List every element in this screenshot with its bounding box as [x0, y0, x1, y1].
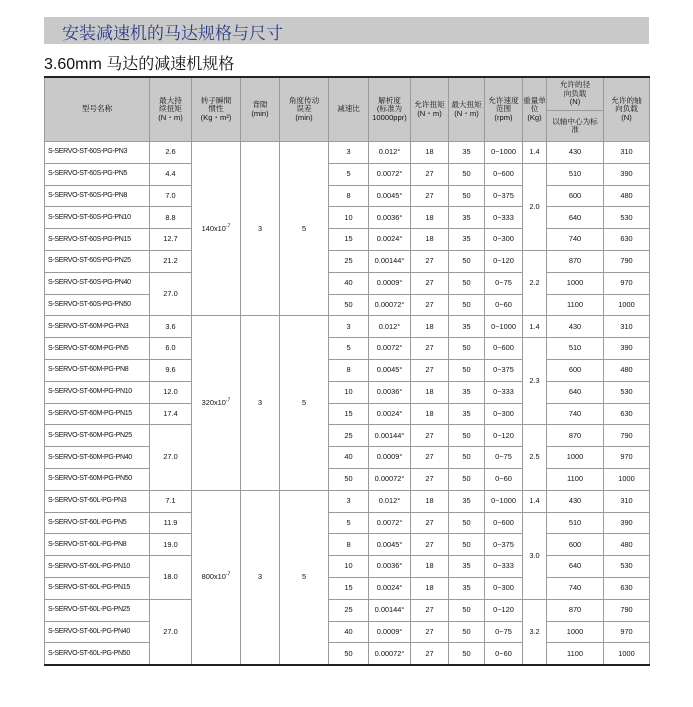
- allowed-torque-cell: 27: [411, 447, 449, 469]
- model-cell: S-SERVO-ST-60M-PG-PN3: [45, 316, 150, 338]
- model-cell: S-SERVO-ST-60L-PG-PN5: [45, 512, 150, 534]
- radial-load-cell: 640: [547, 381, 604, 403]
- ratio-cell: 3: [329, 316, 369, 338]
- header-speed-range: 允许速度 范围 (rpm): [485, 77, 523, 142]
- ratio-cell: 5: [329, 163, 369, 185]
- inertia-value: 800x10: [201, 572, 226, 582]
- allowed-torque-cell: 18: [411, 316, 449, 338]
- ratio-cell: 25: [329, 250, 369, 272]
- max-torque-cell: 27.0: [150, 599, 192, 665]
- inertia-cell: [192, 142, 241, 316]
- allowed-torque-cell: 27: [411, 163, 449, 185]
- ratio-cell: 40: [329, 621, 369, 643]
- resolution-cell: 0.0045°: [369, 185, 411, 207]
- peak-torque-cell: 50: [449, 338, 485, 360]
- table-row: [45, 272, 650, 294]
- axial-load-cell: 790: [604, 425, 650, 447]
- peak-torque-cell: 50: [449, 294, 485, 316]
- model-cell: S-SERVO-ST-60L-PG-PN10: [45, 556, 150, 578]
- allowed-torque-cell: 27: [411, 294, 449, 316]
- ratio-cell: 15: [329, 577, 369, 599]
- ratio-cell: 10: [329, 207, 369, 229]
- model-cell: S-SERVO-ST-60L-PG-PN3: [45, 490, 150, 512]
- peak-torque-cell: 50: [449, 185, 485, 207]
- table-row: [45, 163, 650, 185]
- resolution-cell: 0.0036°: [369, 556, 411, 578]
- allowed-torque-cell: 27: [411, 338, 449, 360]
- peak-torque-cell: 50: [449, 359, 485, 381]
- max-torque-cell: 6.0: [150, 338, 192, 360]
- resolution-cell: 0.0045°: [369, 534, 411, 556]
- resolution-cell: 0.0036°: [369, 207, 411, 229]
- model-cell: S-SERVO-ST-60M-PG-PN15: [45, 403, 150, 425]
- radial-load-cell: 510: [547, 163, 604, 185]
- resolution-cell: 0.00072°: [369, 643, 411, 665]
- model-cell: S-SERVO-ST-60M-PG-PN5: [45, 338, 150, 360]
- axial-load-cell: 530: [604, 207, 650, 229]
- allowed-torque-cell: 18: [411, 207, 449, 229]
- table-row: [45, 185, 650, 207]
- table-row: [45, 142, 650, 164]
- speed-range-cell: 0~75: [485, 447, 523, 469]
- peak-torque-cell: 50: [449, 534, 485, 556]
- header-model: 型号名称: [45, 77, 150, 142]
- speed-range-cell: 0~120: [485, 425, 523, 447]
- peak-torque-cell: 50: [449, 425, 485, 447]
- radial-load-cell: 640: [547, 207, 604, 229]
- speed-range-cell: 0~333: [485, 381, 523, 403]
- allowed-torque-cell: 18: [411, 142, 449, 164]
- header-allowed-torque: 允许扭矩 (N・m): [411, 77, 449, 142]
- speed-range-cell: 0~375: [485, 185, 523, 207]
- model-cell: S-SERVO-ST-60L-PG-PN50: [45, 643, 150, 665]
- speed-range-cell: 0~60: [485, 643, 523, 665]
- model-cell: S-SERVO-ST-60S-PG-PN15: [45, 229, 150, 251]
- allowed-torque-cell: 18: [411, 381, 449, 403]
- ratio-cell: 8: [329, 359, 369, 381]
- ratio-cell: 50: [329, 643, 369, 665]
- allowed-torque-cell: 27: [411, 272, 449, 294]
- model-cell: S-SERVO-ST-60S-PG-PN3: [45, 142, 150, 164]
- peak-torque-cell: 35: [449, 403, 485, 425]
- inertia-cell: [192, 490, 241, 665]
- speed-range-cell: 0~75: [485, 621, 523, 643]
- max-torque-cell: 9.6: [150, 359, 192, 381]
- axial-load-cell: 390: [604, 512, 650, 534]
- model-cell: S-SERVO-ST-60M-PG-PN8: [45, 359, 150, 381]
- table-row: [45, 207, 650, 229]
- ratio-cell: 50: [329, 468, 369, 490]
- speed-range-cell: 0~375: [485, 359, 523, 381]
- allowed-torque-cell: 27: [411, 599, 449, 621]
- model-cell: S-SERVO-ST-60S-PG-PN8: [45, 185, 150, 207]
- model-cell: S-SERVO-ST-60S-PG-PN10: [45, 207, 150, 229]
- angle-error-cell: 5: [280, 316, 329, 490]
- axial-load-cell: 310: [604, 142, 650, 164]
- resolution-cell: 0.0009°: [369, 621, 411, 643]
- table-header: [45, 77, 650, 142]
- model-cell: S-SERVO-ST-60L-PG-PN25: [45, 599, 150, 621]
- radial-load-cell: 510: [547, 512, 604, 534]
- axial-load-cell: 970: [604, 621, 650, 643]
- table-row: [45, 599, 650, 621]
- model-cell: S-SERVO-ST-60S-PG-PN40: [45, 272, 150, 294]
- ratio-cell: 8: [329, 185, 369, 207]
- max-torque-cell: 17.4: [150, 403, 192, 425]
- peak-torque-cell: 50: [449, 163, 485, 185]
- model-cell: S-SERVO-ST-60S-PG-PN5: [45, 163, 150, 185]
- allowed-torque-cell: 27: [411, 512, 449, 534]
- resolution-cell: 0.00144°: [369, 250, 411, 272]
- max-torque-cell: 2.6: [150, 142, 192, 164]
- resolution-cell: 0.00072°: [369, 468, 411, 490]
- radial-load-cell: 430: [547, 142, 604, 164]
- weight-cell: 3.2: [523, 599, 547, 665]
- ratio-cell: 40: [329, 272, 369, 294]
- ratio-cell: 15: [329, 229, 369, 251]
- speed-range-cell: 0~120: [485, 599, 523, 621]
- axial-load-cell: 310: [604, 490, 650, 512]
- header-peak-torque: 最大扭矩 (N・m): [449, 77, 485, 142]
- table-row: [45, 643, 650, 665]
- header-resolution: 解析度 (标准为 10000ppr): [369, 77, 411, 142]
- radial-load-cell: 600: [547, 185, 604, 207]
- peak-torque-cell: 50: [449, 512, 485, 534]
- weight-cell: 1.4: [523, 142, 547, 164]
- inertia-value: 140x10: [201, 223, 226, 233]
- weight-cell: 1.4: [523, 490, 547, 512]
- axial-load-cell: 790: [604, 250, 650, 272]
- radial-load-cell: 600: [547, 534, 604, 556]
- ratio-cell: 3: [329, 490, 369, 512]
- radial-load-cell: 430: [547, 490, 604, 512]
- allowed-torque-cell: 27: [411, 621, 449, 643]
- table-row: [45, 556, 650, 578]
- resolution-cell: 0.0024°: [369, 229, 411, 251]
- table-row: [45, 229, 650, 251]
- allowed-torque-cell: 18: [411, 490, 449, 512]
- speed-range-cell: 0~120: [485, 250, 523, 272]
- model-cell: S-SERVO-ST-60L-PG-PN15: [45, 577, 150, 599]
- radial-load-cell: 870: [547, 599, 604, 621]
- table-row: [45, 447, 650, 469]
- table-row: [45, 577, 650, 599]
- max-torque-cell: 12.0: [150, 381, 192, 403]
- radial-load-cell: 430: [547, 316, 604, 338]
- speed-range-cell: 0~600: [485, 338, 523, 360]
- max-torque-cell: 12.7: [150, 229, 192, 251]
- header-axial-load: 允许的轴 向负载 (N): [604, 77, 650, 142]
- speed-range-cell: 0~300: [485, 403, 523, 425]
- peak-torque-cell: 50: [449, 447, 485, 469]
- peak-torque-cell: 35: [449, 381, 485, 403]
- max-torque-cell: 8.8: [150, 207, 192, 229]
- weight-cell: 2.0: [523, 163, 547, 250]
- max-torque-cell: 4.4: [150, 163, 192, 185]
- radial-load-cell: 1100: [547, 294, 604, 316]
- inertia-value: 320x10: [201, 397, 226, 407]
- radial-load-cell: 1100: [547, 643, 604, 665]
- inertia-exponent: -7: [225, 397, 231, 404]
- resolution-cell: 0.0024°: [369, 577, 411, 599]
- weight-cell: 2.3: [523, 338, 547, 425]
- ratio-cell: 5: [329, 512, 369, 534]
- peak-torque-cell: 35: [449, 556, 485, 578]
- weight-cell: 1.4: [523, 316, 547, 338]
- peak-torque-cell: 50: [449, 621, 485, 643]
- axial-load-cell: 310: [604, 316, 650, 338]
- peak-torque-cell: 50: [449, 272, 485, 294]
- speed-range-cell: 0~375: [485, 534, 523, 556]
- allowed-torque-cell: 27: [411, 185, 449, 207]
- peak-torque-cell: 35: [449, 207, 485, 229]
- max-torque-cell: 27.0: [150, 272, 192, 316]
- speed-range-cell: 0~300: [485, 229, 523, 251]
- peak-torque-cell: 50: [449, 599, 485, 621]
- radial-load-cell: 640: [547, 556, 604, 578]
- max-torque-cell: 11.9: [150, 512, 192, 534]
- allowed-torque-cell: 18: [411, 577, 449, 599]
- peak-torque-cell: 50: [449, 250, 485, 272]
- resolution-cell: 0.0009°: [369, 447, 411, 469]
- speed-range-cell: 0~60: [485, 294, 523, 316]
- table-row: [45, 359, 650, 381]
- section-title: 3.60mm 马达的减速机规格: [44, 56, 235, 73]
- backlash-cell: 3: [241, 490, 280, 665]
- resolution-cell: 0.0072°: [369, 338, 411, 360]
- inertia-exponent: -7: [225, 223, 231, 230]
- header-radial-note: 以轴中心为标 准: [547, 111, 604, 142]
- weight-cell: 2.2: [523, 250, 547, 315]
- table-row: [45, 294, 650, 316]
- allowed-torque-cell: 27: [411, 359, 449, 381]
- radial-load-cell: 1000: [547, 447, 604, 469]
- resolution-cell: 0.0024°: [369, 403, 411, 425]
- header-weight: 重量单 位 (Kg): [523, 77, 547, 142]
- speed-range-cell: 0~1000: [485, 142, 523, 164]
- header-backlash: 背隙 (min): [241, 77, 280, 142]
- model-cell: S-SERVO-ST-60M-PG-PN10: [45, 381, 150, 403]
- allowed-torque-cell: 27: [411, 643, 449, 665]
- radial-load-cell: 740: [547, 577, 604, 599]
- table-row: [45, 250, 650, 272]
- angle-error-cell: 5: [280, 142, 329, 316]
- resolution-cell: 0.0036°: [369, 381, 411, 403]
- ratio-cell: 40: [329, 447, 369, 469]
- max-torque-cell: 7.1: [150, 490, 192, 512]
- table-row: [45, 468, 650, 490]
- model-cell: S-SERVO-ST-60L-PG-PN40: [45, 621, 150, 643]
- header-ratio: 减速比: [329, 77, 369, 142]
- model-cell: S-SERVO-ST-60L-PG-PN8: [45, 534, 150, 556]
- header-radial-load: 允许的径 向负载 (N): [547, 77, 604, 111]
- table-row: [45, 381, 650, 403]
- peak-torque-cell: 35: [449, 577, 485, 599]
- weight-cell: 2.5: [523, 425, 547, 490]
- max-torque-cell: 18.0: [150, 556, 192, 600]
- allowed-torque-cell: 18: [411, 556, 449, 578]
- table-body: [45, 142, 650, 666]
- ratio-cell: 8: [329, 534, 369, 556]
- resolution-cell: 0.00144°: [369, 425, 411, 447]
- speed-range-cell: 0~60: [485, 468, 523, 490]
- peak-torque-cell: 35: [449, 229, 485, 251]
- speed-range-cell: 0~1000: [485, 316, 523, 338]
- axial-load-cell: 480: [604, 359, 650, 381]
- allowed-torque-cell: 27: [411, 425, 449, 447]
- resolution-cell: 0.0072°: [369, 163, 411, 185]
- max-torque-cell: 27.0: [150, 425, 192, 490]
- ratio-cell: 10: [329, 381, 369, 403]
- radial-load-cell: 1000: [547, 621, 604, 643]
- backlash-cell: 3: [241, 316, 280, 490]
- peak-torque-cell: 50: [449, 468, 485, 490]
- axial-load-cell: 1000: [604, 294, 650, 316]
- max-torque-cell: 21.2: [150, 250, 192, 272]
- model-cell: S-SERVO-ST-60M-PG-PN50: [45, 468, 150, 490]
- radial-load-cell: 510: [547, 338, 604, 360]
- resolution-cell: 0.00072°: [369, 294, 411, 316]
- gearbox-spec-table: [44, 76, 650, 666]
- model-cell: S-SERVO-ST-60M-PG-PN40: [45, 447, 150, 469]
- radial-load-cell: 870: [547, 250, 604, 272]
- speed-range-cell: 0~333: [485, 207, 523, 229]
- ratio-cell: 10: [329, 556, 369, 578]
- allowed-torque-cell: 18: [411, 403, 449, 425]
- resolution-cell: 0.00144°: [369, 599, 411, 621]
- peak-torque-cell: 35: [449, 490, 485, 512]
- radial-load-cell: 600: [547, 359, 604, 381]
- backlash-cell: 3: [241, 142, 280, 316]
- model-cell: S-SERVO-ST-60S-PG-PN50: [45, 294, 150, 316]
- max-torque-cell: 7.0: [150, 185, 192, 207]
- inertia-exponent: -7: [225, 571, 231, 578]
- ratio-cell: 25: [329, 425, 369, 447]
- resolution-cell: 0.0045°: [369, 359, 411, 381]
- max-torque-cell: 19.0: [150, 534, 192, 556]
- axial-load-cell: 630: [604, 577, 650, 599]
- resolution-cell: 0.012°: [369, 142, 411, 164]
- axial-load-cell: 630: [604, 403, 650, 425]
- resolution-cell: 0.012°: [369, 490, 411, 512]
- radial-load-cell: 870: [547, 425, 604, 447]
- axial-load-cell: 530: [604, 556, 650, 578]
- allowed-torque-cell: 27: [411, 534, 449, 556]
- ratio-cell: 50: [329, 294, 369, 316]
- table-row: [45, 403, 650, 425]
- speed-range-cell: 0~1000: [485, 490, 523, 512]
- axial-load-cell: 1000: [604, 468, 650, 490]
- model-cell: S-SERVO-ST-60M-PG-PN25: [45, 425, 150, 447]
- angle-error-cell: 5: [280, 490, 329, 665]
- axial-load-cell: 480: [604, 534, 650, 556]
- speed-range-cell: 0~300: [485, 577, 523, 599]
- axial-load-cell: 630: [604, 229, 650, 251]
- table-row: [45, 316, 650, 338]
- resolution-cell: 0.0009°: [369, 272, 411, 294]
- header-angle-error: 角度传动 误差 (min): [280, 77, 329, 142]
- table-row: [45, 512, 650, 534]
- allowed-torque-cell: 27: [411, 250, 449, 272]
- resolution-cell: 0.0072°: [369, 512, 411, 534]
- ratio-cell: 15: [329, 403, 369, 425]
- inertia-cell: [192, 316, 241, 490]
- axial-load-cell: 390: [604, 338, 650, 360]
- peak-torque-cell: 35: [449, 316, 485, 338]
- radial-load-cell: 740: [547, 403, 604, 425]
- speed-range-cell: 0~600: [485, 163, 523, 185]
- ratio-cell: 3: [329, 142, 369, 164]
- ratio-cell: 5: [329, 338, 369, 360]
- peak-torque-cell: 35: [449, 142, 485, 164]
- table-row: [45, 490, 650, 512]
- weight-cell: 3.0: [523, 512, 547, 599]
- peak-torque-cell: 50: [449, 643, 485, 665]
- allowed-torque-cell: 18: [411, 229, 449, 251]
- radial-load-cell: 1100: [547, 468, 604, 490]
- table-row: [45, 621, 650, 643]
- ratio-cell: 25: [329, 599, 369, 621]
- allowed-torque-cell: 27: [411, 468, 449, 490]
- axial-load-cell: 390: [604, 163, 650, 185]
- axial-load-cell: 1000: [604, 643, 650, 665]
- speed-range-cell: 0~600: [485, 512, 523, 534]
- radial-load-cell: 1000: [547, 272, 604, 294]
- max-torque-cell: 3.6: [150, 316, 192, 338]
- page-header: [44, 17, 649, 44]
- table-row: [45, 338, 650, 360]
- axial-load-cell: 970: [604, 272, 650, 294]
- page-header-title: 安装减速机的马达规格与尺寸: [62, 24, 283, 43]
- axial-load-cell: 790: [604, 599, 650, 621]
- radial-load-cell: 740: [547, 229, 604, 251]
- axial-load-cell: 970: [604, 447, 650, 469]
- resolution-cell: 0.012°: [369, 316, 411, 338]
- axial-load-cell: 530: [604, 381, 650, 403]
- model-cell: S-SERVO-ST-60S-PG-PN25: [45, 250, 150, 272]
- table-row: [45, 425, 650, 447]
- speed-range-cell: 0~333: [485, 556, 523, 578]
- header-max-torque: 最大持 续扭矩 (N・m): [150, 77, 192, 142]
- header-inertia: 转子瞬間 惯性 (Kg・m²): [192, 77, 241, 142]
- speed-range-cell: 0~75: [485, 272, 523, 294]
- axial-load-cell: 480: [604, 185, 650, 207]
- table-row: [45, 534, 650, 556]
